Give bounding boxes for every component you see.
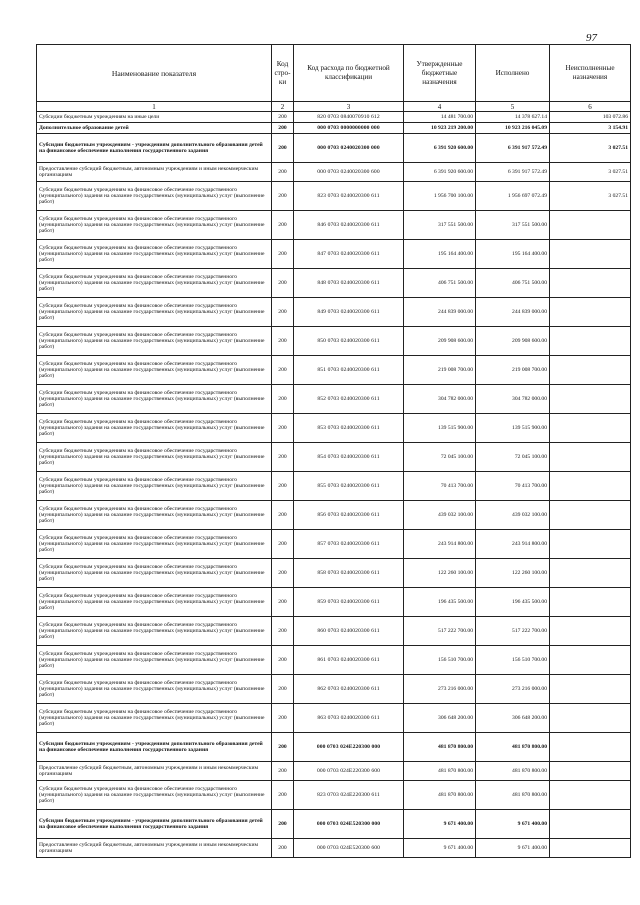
row-name: Субсидии бюджетным учреждениям на финансовое обеспечение государственного (муниципального) задания на оказание государственных (муниципальных) услуг (выполнение работ) bbox=[37, 298, 272, 327]
row-unexecuted bbox=[550, 501, 631, 530]
row-name: Субсидии бюджетным учреждениям на финансовое обеспечение государственного (муниципального) задания на оказание государственных (муниципальных) услуг (выполнение работ) bbox=[37, 530, 272, 559]
row-name: Субсидии бюджетным учреждениям на финансовое обеспечение государственного (муниципального) задания на оказание государственных (муниципальных) услуг (выполнение работ) bbox=[37, 781, 272, 810]
row-unexecuted bbox=[550, 646, 631, 675]
row-executed: 6 391 917 572.49 bbox=[476, 134, 550, 163]
row-approved: 209 908 600.00 bbox=[404, 327, 476, 356]
row-name: Субсидии бюджетным учреждениям на финансовое обеспечение государственного (муниципального) задания на оказание государственных (муниципальных) услуг (выполнение работ) bbox=[37, 269, 272, 298]
row-executed: 219 008 700.00 bbox=[476, 356, 550, 385]
row-classification: 863 0703 0240020300 611 bbox=[294, 704, 404, 733]
row-code: 200 bbox=[272, 762, 294, 781]
row-approved: 406 751 500.00 bbox=[404, 269, 476, 298]
row-approved: 122 260 100.00 bbox=[404, 559, 476, 588]
row-code: 200 bbox=[272, 134, 294, 163]
row-code: 200 bbox=[272, 810, 294, 839]
row-code: 200 bbox=[272, 781, 294, 810]
row-approved: 9 671 400.00 bbox=[404, 839, 476, 858]
row-classification: 000 0703 024E520300 600 bbox=[294, 839, 404, 858]
row-executed: 1 956 697 072.49 bbox=[476, 182, 550, 211]
row-unexecuted bbox=[550, 762, 631, 781]
row-code: 200 bbox=[272, 704, 294, 733]
table-row bbox=[37, 356, 631, 385]
row-executed: 306 648 200.00 bbox=[476, 704, 550, 733]
row-approved: 196 435 500.00 bbox=[404, 588, 476, 617]
row-name: Субсидии бюджетным учреждениям - учреждениям дополнительного образования детей на финансовое обеспечение выполнения государственного задания bbox=[37, 810, 272, 839]
table-row bbox=[37, 112, 631, 123]
row-classification: 820 0703 0840070910 612 bbox=[294, 112, 404, 123]
row-executed: 9 671 400.00 bbox=[476, 839, 550, 858]
row-name: Субсидии бюджетным учреждениям на финансовое обеспечение государственного (муниципального) задания на оказание государственных (муниципальных) услуг (выполнение работ) bbox=[37, 704, 272, 733]
table-row bbox=[37, 298, 631, 327]
row-executed: 6 391 917 572.49 bbox=[476, 163, 550, 182]
row-unexecuted bbox=[550, 356, 631, 385]
table-row bbox=[37, 559, 631, 588]
row-executed: 139 515 900.00 bbox=[476, 414, 550, 443]
row-unexecuted: 3 027.51 bbox=[550, 182, 631, 211]
row-executed: 273 216 000.00 bbox=[476, 675, 550, 704]
row-code: 200 bbox=[272, 414, 294, 443]
table-row bbox=[37, 588, 631, 617]
table-row bbox=[37, 385, 631, 414]
row-unexecuted bbox=[550, 675, 631, 704]
row-executed: 481 870 800.00 bbox=[476, 733, 550, 762]
table-row bbox=[37, 704, 631, 733]
row-code: 200 bbox=[272, 182, 294, 211]
row-classification: 823 0703 024E220300 611 bbox=[294, 781, 404, 810]
page-number: 97 bbox=[586, 32, 597, 44]
row-unexecuted bbox=[550, 414, 631, 443]
column-number: 6 bbox=[550, 102, 631, 112]
row-code: 200 bbox=[272, 123, 294, 134]
row-approved: 6 391 920 600.00 bbox=[404, 134, 476, 163]
row-executed: 439 032 100.00 bbox=[476, 501, 550, 530]
row-classification: 861 0703 0240020300 611 bbox=[294, 646, 404, 675]
header-unexecuted: Неисполненные назначения bbox=[550, 45, 631, 102]
row-unexecuted bbox=[550, 810, 631, 839]
row-executed: 481 870 800.00 bbox=[476, 781, 550, 810]
row-executed: 481 870 800.00 bbox=[476, 762, 550, 781]
row-approved: 439 032 100.00 bbox=[404, 501, 476, 530]
row-unexecuted: 103 072.86 bbox=[550, 112, 631, 123]
row-code: 200 bbox=[272, 839, 294, 858]
row-unexecuted: 3 027.51 bbox=[550, 163, 631, 182]
row-executed: 406 751 500.00 bbox=[476, 269, 550, 298]
row-code: 200 bbox=[272, 588, 294, 617]
row-approved: 244 839 000.00 bbox=[404, 298, 476, 327]
row-name: Субсидии бюджетным учреждениям на финансовое обеспечение государственного (муниципального) задания на оказание государственных (муниципальных) услуг (выполнение работ) bbox=[37, 588, 272, 617]
row-name: Предоставление субсидий бюджетным, автономным учреждениям и иным некоммерческим организациям bbox=[37, 762, 272, 781]
row-executed: 209 908 600.00 bbox=[476, 327, 550, 356]
row-classification: 858 0703 0240020300 611 bbox=[294, 559, 404, 588]
row-name: Субсидии бюджетным учреждениям - учреждениям дополнительного образования детей на финансовое обеспечение выполнения государственного задания bbox=[37, 134, 272, 163]
row-executed: 14 378 627.14 bbox=[476, 112, 550, 123]
row-code: 200 bbox=[272, 112, 294, 123]
row-classification: 846 0703 0240020300 611 bbox=[294, 211, 404, 240]
row-classification: 000 0703 0000000000 000 bbox=[294, 123, 404, 134]
row-unexecuted bbox=[550, 269, 631, 298]
row-unexecuted bbox=[550, 472, 631, 501]
row-approved: 243 914 800.00 bbox=[404, 530, 476, 559]
table-row bbox=[37, 163, 631, 182]
row-classification: 000 0703 024E520300 000 bbox=[294, 810, 404, 839]
row-code: 200 bbox=[272, 240, 294, 269]
budget-execution-table bbox=[36, 44, 631, 858]
row-unexecuted bbox=[550, 617, 631, 646]
row-classification: 850 0703 0240020300 611 bbox=[294, 327, 404, 356]
row-executed: 9 671 400.00 bbox=[476, 810, 550, 839]
row-unexecuted bbox=[550, 839, 631, 858]
table-row bbox=[37, 327, 631, 356]
row-code: 200 bbox=[272, 327, 294, 356]
row-classification: 855 0703 0240020300 611 bbox=[294, 472, 404, 501]
row-code: 200 bbox=[272, 269, 294, 298]
table-row bbox=[37, 762, 631, 781]
row-name: Субсидии бюджетным учреждениям на финансовое обеспечение государственного (муниципального) задания на оказание государственных (муниципальных) услуг (выполнение работ) bbox=[37, 211, 272, 240]
row-name: Субсидии бюджетным учреждениям на финансовое обеспечение государственного (муниципального) задания на оказание государственных (муниципальных) услуг (выполнение работ) bbox=[37, 356, 272, 385]
row-code: 200 bbox=[272, 211, 294, 240]
row-code: 200 bbox=[272, 163, 294, 182]
row-code: 200 bbox=[272, 559, 294, 588]
row-unexecuted bbox=[550, 240, 631, 269]
row-code: 200 bbox=[272, 501, 294, 530]
row-name: Субсидии бюджетным учреждениям на финансовое обеспечение государственного (муниципального) задания на оказание государственных (муниципальных) услуг (выполнение работ) bbox=[37, 385, 272, 414]
table-row bbox=[37, 211, 631, 240]
row-code: 200 bbox=[272, 617, 294, 646]
row-classification: 000 0703 024E220300 000 bbox=[294, 733, 404, 762]
row-code: 200 bbox=[272, 733, 294, 762]
table-row bbox=[37, 240, 631, 269]
row-approved: 6 391 920 600.00 bbox=[404, 163, 476, 182]
row-unexecuted bbox=[550, 704, 631, 733]
table-row bbox=[37, 781, 631, 810]
table-row bbox=[37, 443, 631, 472]
row-name: Субсидии бюджетным учреждениям на иные цели bbox=[37, 112, 272, 123]
row-approved: 195 164 400.00 bbox=[404, 240, 476, 269]
row-classification: 000 0703 0240020300 000 bbox=[294, 134, 404, 163]
row-unexecuted bbox=[550, 781, 631, 810]
row-classification: 848 0703 0240020300 611 bbox=[294, 269, 404, 298]
row-unexecuted bbox=[550, 298, 631, 327]
row-approved: 72 045 100.00 bbox=[404, 443, 476, 472]
row-name: Субсидии бюджетным учреждениям на финансовое обеспечение государственного (муниципального) задания на оказание государственных (муниципальных) услуг (выполнение работ) bbox=[37, 240, 272, 269]
row-approved: 481 870 800.00 bbox=[404, 733, 476, 762]
row-approved: 306 648 200.00 bbox=[404, 704, 476, 733]
table-row bbox=[37, 733, 631, 762]
column-number: 5 bbox=[476, 102, 550, 112]
row-unexecuted bbox=[550, 327, 631, 356]
column-number-row bbox=[37, 102, 631, 112]
row-name: Субсидии бюджетным учреждениям на финансовое обеспечение государственного (муниципального) задания на оказание государственных (муниципальных) услуг (выполнение работ) bbox=[37, 675, 272, 704]
row-executed: 195 164 400.00 bbox=[476, 240, 550, 269]
row-classification: 000 0703 024E220300 600 bbox=[294, 762, 404, 781]
row-name: Субсидии бюджетным учреждениям - учреждениям дополнительного образования детей на финансовое обеспечение выполнения государственного задания bbox=[37, 733, 272, 762]
table-row bbox=[37, 530, 631, 559]
row-approved: 219 008 700.00 bbox=[404, 356, 476, 385]
row-name: Субсидии бюджетным учреждениям на финансовое обеспечение государственного (муниципального) задания на оказание государственных (муниципальных) услуг (выполнение работ) bbox=[37, 414, 272, 443]
row-approved: 317 551 500.00 bbox=[404, 211, 476, 240]
row-unexecuted bbox=[550, 211, 631, 240]
row-executed: 243 914 800.00 bbox=[476, 530, 550, 559]
table-row bbox=[37, 472, 631, 501]
row-name: Субсидии бюджетным учреждениям на финансовое обеспечение государственного (муниципального) задания на оказание государственных (муниципальных) услуг (выполнение работ) bbox=[37, 559, 272, 588]
table-row bbox=[37, 646, 631, 675]
row-classification: 851 0703 0240020300 611 bbox=[294, 356, 404, 385]
row-name: Субсидии бюджетным учреждениям на финансовое обеспечение государственного (муниципального) задания на оказание государственных (муниципальных) услуг (выполнение работ) bbox=[37, 327, 272, 356]
row-classification: 852 0703 0240020300 611 bbox=[294, 385, 404, 414]
row-name: Предоставление субсидий бюджетным, автономным учреждениям и иным некоммерческим организациям bbox=[37, 839, 272, 858]
row-executed: 122 260 100.00 bbox=[476, 559, 550, 588]
row-classification: 853 0703 0240020300 611 bbox=[294, 414, 404, 443]
row-executed: 196 435 500.00 bbox=[476, 588, 550, 617]
row-classification: 862 0703 0240020300 611 bbox=[294, 675, 404, 704]
row-executed: 244 839 000.00 bbox=[476, 298, 550, 327]
row-executed: 517 222 700.00 bbox=[476, 617, 550, 646]
column-number: 1 bbox=[37, 102, 272, 112]
row-approved: 304 782 000.00 bbox=[404, 385, 476, 414]
table-row bbox=[37, 414, 631, 443]
table-row bbox=[37, 810, 631, 839]
header-code: Код стро-ки bbox=[272, 45, 294, 102]
row-code: 200 bbox=[272, 675, 294, 704]
column-number: 4 bbox=[404, 102, 476, 112]
row-executed: 317 551 500.00 bbox=[476, 211, 550, 240]
row-name: Предоставление субсидий бюджетным, автономным учреждениям и иным некоммерческим организациям bbox=[37, 163, 272, 182]
table-row bbox=[37, 675, 631, 704]
row-code: 200 bbox=[272, 385, 294, 414]
row-code: 200 bbox=[272, 530, 294, 559]
row-unexecuted bbox=[550, 733, 631, 762]
row-classification: 849 0703 0240020300 611 bbox=[294, 298, 404, 327]
row-classification: 847 0703 0240020300 611 bbox=[294, 240, 404, 269]
row-approved: 139 515 900.00 bbox=[404, 414, 476, 443]
header-name: Наименование показателя bbox=[37, 45, 272, 102]
row-executed: 70 413 700.00 bbox=[476, 472, 550, 501]
table-row bbox=[37, 134, 631, 163]
row-unexecuted bbox=[550, 530, 631, 559]
row-classification: 000 0703 0240020300 600 bbox=[294, 163, 404, 182]
row-name: Субсидии бюджетным учреждениям на финансовое обеспечение государственного (муниципального) задания на оказание государственных (муниципальных) услуг (выполнение работ) bbox=[37, 501, 272, 530]
row-classification: 857 0703 0240020300 611 bbox=[294, 530, 404, 559]
table-row bbox=[37, 839, 631, 858]
row-approved: 273 216 000.00 bbox=[404, 675, 476, 704]
table-body bbox=[37, 112, 631, 858]
row-name: Субсидии бюджетным учреждениям на финансовое обеспечение государственного (муниципального) задания на оказание государственных (муниципальных) услуг (выполнение работ) bbox=[37, 646, 272, 675]
column-number: 2 bbox=[272, 102, 294, 112]
row-classification: 823 0703 0240020300 611 bbox=[294, 182, 404, 211]
row-approved: 10 923 219 200.00 bbox=[404, 123, 476, 134]
row-unexecuted: 3 027.51 bbox=[550, 134, 631, 163]
row-approved: 156 510 700.00 bbox=[404, 646, 476, 675]
row-name: Субсидии бюджетным учреждениям на финансовое обеспечение государственного (муниципального) задания на оказание государственных (муниципальных) услуг (выполнение работ) bbox=[37, 443, 272, 472]
row-name: Дополнительное образование детей bbox=[37, 123, 272, 134]
row-executed: 10 923 216 045.09 bbox=[476, 123, 550, 134]
table-row bbox=[37, 617, 631, 646]
row-code: 200 bbox=[272, 356, 294, 385]
column-number: 3 bbox=[294, 102, 404, 112]
row-approved: 517 222 700.00 bbox=[404, 617, 476, 646]
table-row bbox=[37, 182, 631, 211]
header-executed: Исполнено bbox=[476, 45, 550, 102]
row-classification: 856 0703 0240020300 611 bbox=[294, 501, 404, 530]
row-approved: 9 671 400.00 bbox=[404, 810, 476, 839]
header-approved: Утвержденные бюджетные назначения bbox=[404, 45, 476, 102]
row-code: 200 bbox=[272, 298, 294, 327]
header-classification: Код расхода по бюджетной классификации bbox=[294, 45, 404, 102]
table-row bbox=[37, 501, 631, 530]
table-row bbox=[37, 269, 631, 298]
row-classification: 854 0703 0240020300 611 bbox=[294, 443, 404, 472]
row-classification: 860 0703 0240020300 611 bbox=[294, 617, 404, 646]
row-code: 200 bbox=[272, 472, 294, 501]
row-name: Субсидии бюджетным учреждениям на финансовое обеспечение государственного (муниципального) задания на оказание государственных (муниципальных) услуг (выполнение работ) bbox=[37, 617, 272, 646]
table-header-row bbox=[37, 45, 631, 102]
row-unexecuted bbox=[550, 443, 631, 472]
row-approved: 481 870 800.00 bbox=[404, 762, 476, 781]
row-unexecuted: 3 154.91 bbox=[550, 123, 631, 134]
row-approved: 481 870 800.00 bbox=[404, 781, 476, 810]
row-approved: 14 481 700.00 bbox=[404, 112, 476, 123]
row-name: Субсидии бюджетным учреждениям на финансовое обеспечение государственного (муниципального) задания на оказание государственных (муниципальных) услуг (выполнение работ) bbox=[37, 472, 272, 501]
row-classification: 859 0703 0240020300 611 bbox=[294, 588, 404, 617]
row-approved: 1 956 700 100.00 bbox=[404, 182, 476, 211]
row-name: Субсидии бюджетным учреждениям на финансовое обеспечение государственного (муниципального) задания на оказание государственных (муниципальных) услуг (выполнение работ) bbox=[37, 182, 272, 211]
row-executed: 72 045 100.00 bbox=[476, 443, 550, 472]
row-executed: 156 510 700.00 bbox=[476, 646, 550, 675]
row-unexecuted bbox=[550, 559, 631, 588]
table-row bbox=[37, 123, 631, 134]
row-approved: 70 413 700.00 bbox=[404, 472, 476, 501]
row-executed: 304 782 000.00 bbox=[476, 385, 550, 414]
row-unexecuted bbox=[550, 385, 631, 414]
row-unexecuted bbox=[550, 588, 631, 617]
row-code: 200 bbox=[272, 443, 294, 472]
row-code: 200 bbox=[272, 646, 294, 675]
